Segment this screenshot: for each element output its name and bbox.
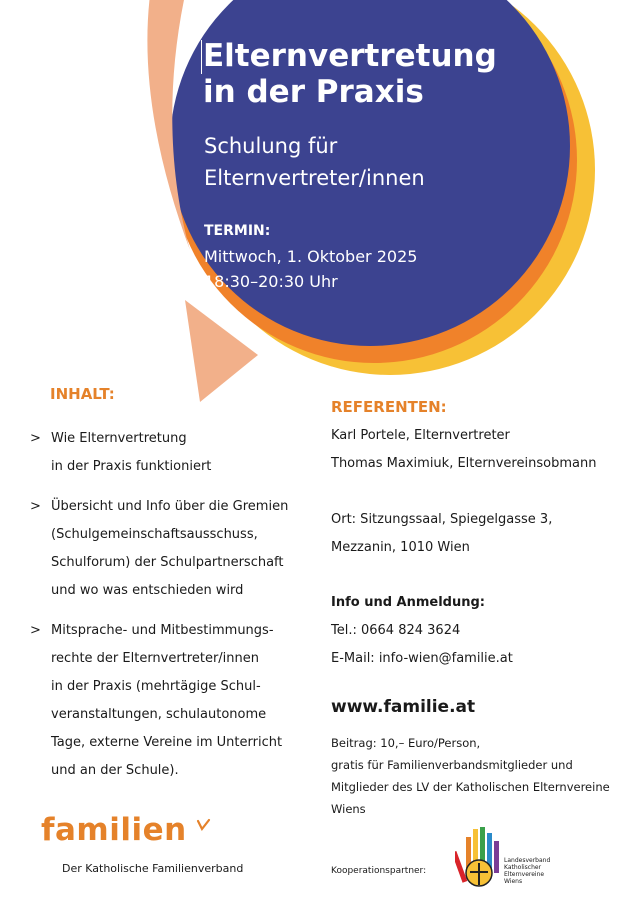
referent-1: Karl Portele, Elternvertreter [331, 428, 510, 443]
info-heading: Info und Anmeldung: [331, 595, 486, 610]
bullet-chevron: > [30, 431, 41, 446]
inhalt-heading: INHALT: [50, 385, 115, 403]
lv-elternvereine-logo-icon [455, 823, 503, 893]
kooperation-label: Kooperationspartner: [331, 866, 427, 876]
inhalt-item-line: und an der Schule). [51, 763, 179, 778]
inhalt-item-line: Übersicht und Info über die Gremien [51, 499, 289, 514]
familien-logo-mark-icon [196, 818, 212, 834]
page-title [203, 38, 533, 110]
familien-logo [41, 812, 187, 848]
familien-logo-subtitle: Der Katholische Familienverband [62, 862, 244, 875]
termin-time: 18:30–20:30 Uhr [204, 272, 338, 291]
subtitle-line-1: Schulung für [204, 134, 338, 158]
lv-logo-text [504, 857, 584, 885]
beitrag-block [331, 732, 621, 820]
inhalt-item-line: in der Praxis (mehrtägige Schul- [51, 679, 261, 694]
inhalt-item-line: Wie Elternvertretung [51, 431, 187, 446]
lv-line-3: Elternvereine [504, 871, 545, 878]
beitrag-line-3: Mitglieder des LV der Katholischen Elternvereine [331, 780, 610, 794]
inhalt-item-line: rechte der Elternvertreter/innen [51, 651, 260, 666]
inhalt-item [30, 493, 315, 605]
termin-label: TERMIN: [204, 223, 271, 239]
title-line-2: in der Praxis [203, 74, 424, 110]
lv-line-1: Landesverband [504, 857, 551, 864]
beitrag-line-1: Beitrag: 10,– Euro/Person, [331, 736, 481, 750]
termin-details [204, 244, 464, 294]
inhalt-item-line: und wo was entschieden wird [51, 583, 244, 598]
inhalt-item-line: Schulforum) der Schulpartnerschaft [51, 555, 284, 570]
ort-line-2: Mezzanin, 1010 Wien [331, 540, 470, 555]
inhalt-item [30, 425, 315, 481]
beitrag-line-2: gratis für Familienverbandsmitglieder und [331, 758, 573, 772]
referenten-list [331, 422, 621, 478]
subtitle [204, 130, 504, 194]
subtitle-line-2: Elternvertreter/innen [204, 166, 425, 190]
inhalt-list [30, 425, 315, 797]
ort-block [331, 506, 621, 562]
inhalt-item-line: Tage, externe Vereine im Unterricht [51, 735, 283, 750]
text-cursor [201, 40, 202, 74]
bullet-chevron: > [30, 499, 41, 514]
familien-logo-text: familien [41, 812, 187, 848]
title-line-1: Elternvertretung [203, 38, 497, 74]
website-link[interactable]: www.familie.at [331, 697, 476, 717]
referenten-heading: REFERENTEN: [331, 398, 447, 416]
inhalt-item-line: in der Praxis funktioniert [51, 459, 212, 474]
termin-date: Mittwoch, 1. Oktober 2025 [204, 247, 418, 266]
ort-line-1: Ort: Sitzungssaal, Spiegelgasse 3, [331, 512, 553, 527]
inhalt-item-line: Mitsprache- und Mitbestimmungs- [51, 623, 274, 638]
info-email[interactable]: E-Mail: info-wien@familie.at [331, 651, 513, 666]
lv-line-2: Katholischer [504, 864, 542, 871]
inhalt-item [30, 617, 315, 785]
inhalt-item-line: (Schulgemeinschaftsausschuss, [51, 527, 258, 542]
bullet-chevron: > [30, 623, 41, 638]
info-tel[interactable]: Tel.: 0664 824 3624 [331, 623, 461, 638]
lv-line-4: Wiens [504, 878, 523, 885]
inhalt-item-line: veranstaltungen, schulautonome [51, 707, 267, 722]
beitrag-line-4: Wiens [331, 802, 366, 816]
info-block [331, 589, 621, 673]
referent-2: Thomas Maximiuk, Elternvereinsobmann [331, 456, 597, 471]
